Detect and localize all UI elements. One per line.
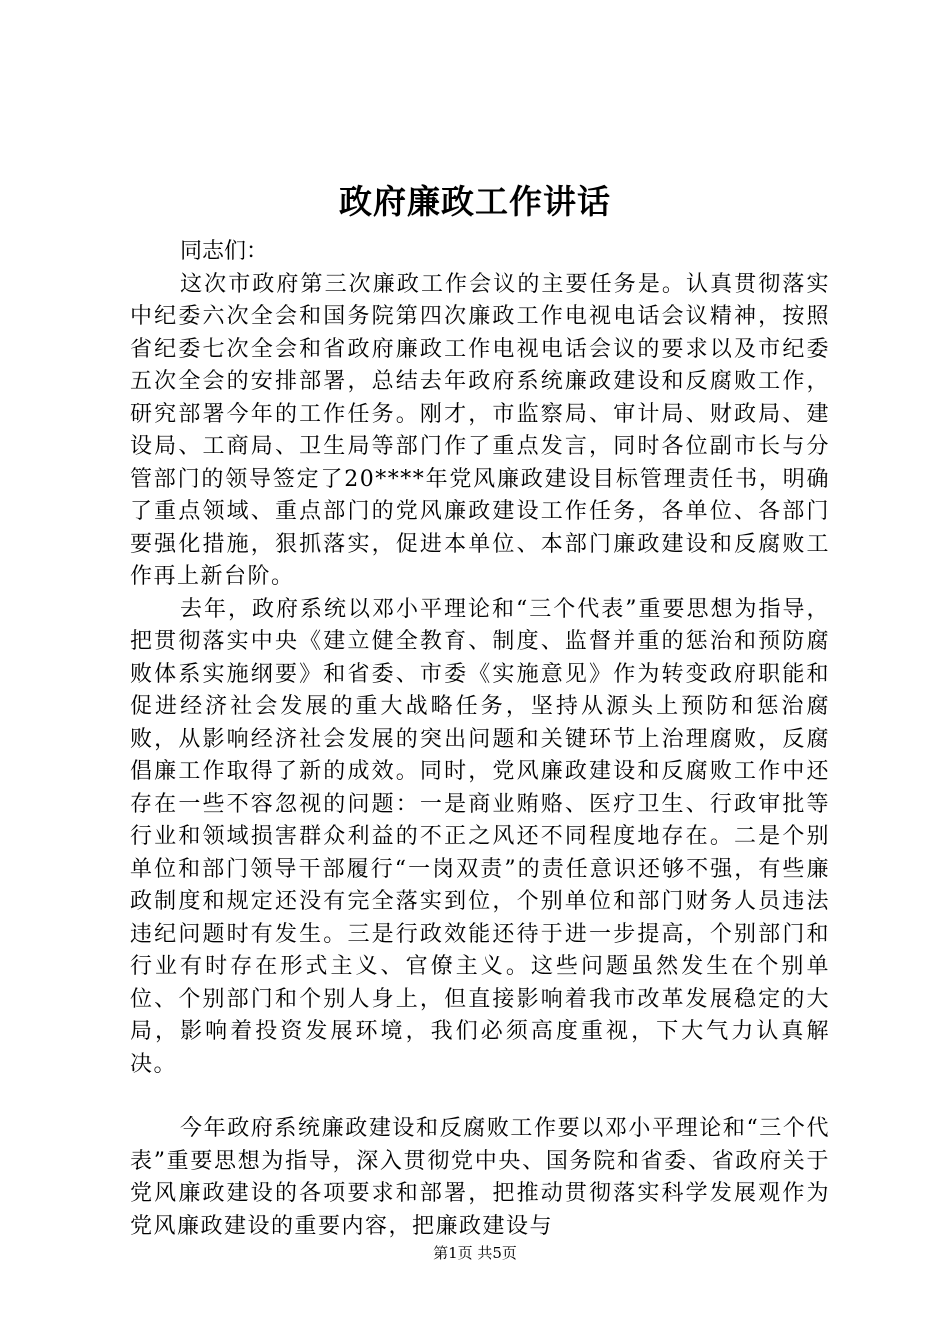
page-footer: 第1页 共5页 bbox=[433, 1244, 517, 1262]
document-body bbox=[130, 236, 830, 1243]
document-title: 政府廉政工作讲话 bbox=[339, 182, 611, 221]
paragraph-3: 今年政府系统廉政建设和反腐败工作要以邓小平理论和“三个代表”重要思想为指导，深入贯彻党中央、国务院和省委、省政府关于党风廉政建设的各项要求和部署，把推动贯彻落实科学发展观作为党风廉政建设的重要内容，把廉政建设与 bbox=[130, 1116, 830, 1239]
paragraph-spacer bbox=[130, 1081, 830, 1113]
salutation: 同志们： bbox=[180, 239, 269, 264]
paragraph-1: 这次市政府第三次廉政工作会议的主要任务是。认真贯彻落实中纪委六次全会和国务院第四次廉政工作电视电话会议精神，按照省纪委七次全会和省政府廉政工作电视电话会议的要求以及市纪委五次全会的安排部署，总结去年政府系统廉政建设和反腐败工作，研究部署今年的工作任务。刚才，市监察局、审计局、财政局、建设局、工商局、卫生局等部门作了重点发言，同时各位副市长与分管部门的领导签定了20****年党风廉政建设目标管理责任书，明确了重点领域、重点部门的党风廉政建设工作任务，各单位、各部门要强化措施，狠抓落实，促进本单位、本部门廉政建设和反腐败工作再上新台阶。 bbox=[130, 271, 830, 589]
paragraph-2: 去年，政府系统以邓小平理论和“三个代表”重要思想为指导，把贯彻落实中央《建立健全教育、制度、监督并重的惩治和预防腐败体系实施纲要》和省委、市委《实施意见》作为转变政府职能和促进经济社会发展的重大战略任务，坚持从源头上预防和惩治腐败，从影响经济社会发展的突出问题和关键环节上治理腐败，反腐倡廉工作取得了新的成效。同时，党风廉政建设和反腐败工作中还存在一些不容忽视的问题：一是商业贿赂、医疗卫生、行政审批等行业和领域损害群众利益的不正之风还不同程度地存在。二是个别单位和部门领导干部履行“一岗双责”的责任意识还够不强，有些廉政制度和规定还没有完全落实到位，个别单位和部门财务人员违法违纪问题时有发生。三是行政效能还待于进一步提高，个别部门和行业有时存在形式主义、官僚主义。这些问题虽然发生在个别单位、个别部门和个别人身上，但直接影响着我市改革发展稳定的大局，影响着投资发展环境，我们必须高度重视，下大气力认真解决。 bbox=[130, 596, 830, 1077]
